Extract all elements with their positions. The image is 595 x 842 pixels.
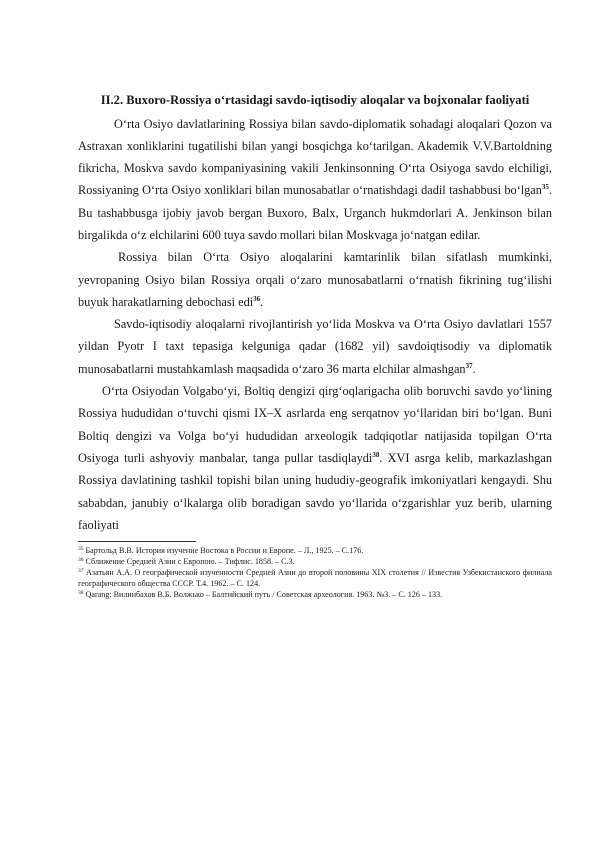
paragraph-1 xyxy=(78,113,552,247)
document-page xyxy=(78,89,552,600)
footnote-35 xyxy=(78,545,552,556)
footnote-37 xyxy=(78,567,552,589)
paragraph-4-text: O‘rta Osiyodan Volgabo‘yi, Boltiq dengizi qirg‘oqlarigacha olib boruvchi savdo yo‘lining Rossiya hududidan o‘tuvchi qismi IX–X asrlarda eng serqatnov yo‘llaridan biri bo‘lgan. Buni Boltiq dengizi va Volga bo‘yi hududidan arxeologik tadqiqotlar natijasida topilgan O‘rta Osiyoga turli ashyoviy manbalar, tanga pullar tasdiqlaydi xyxy=(78,384,552,465)
footnote-36-number: 36 xyxy=(78,557,84,564)
footnote-separator xyxy=(78,541,196,542)
footnote-ref-35[interactable]: 35 xyxy=(541,183,549,192)
footnote-37-number: 37 xyxy=(78,568,84,575)
paragraph-3-tail: . xyxy=(472,361,476,376)
paragraph-3-text: Savdo-iqtisodiy aloqalarni rivojlantirish yo‘lida Moskva va O‘rta Osiyo davlatlari 1557 yildan Pyotr I taxt tepasiga kelguniga qadar (1682 yil) savdoiqtisodiy va diplomatik munosabatlarni mustahkamlash maqsadida o‘zaro 36 marta elchilar almashgan xyxy=(78,317,552,376)
paragraph-2-text: Rossiya bilan O‘rta Osiyo aloqalarini kamtarinlik bilan sifatlash mumkinki, yevropaning Osiyo bilan Rossiya orqali o‘zaro munosabatlarni o‘rnatish fikrining tug‘ilishi buyuk harakatlarning debochasi edi xyxy=(78,250,552,309)
footnote-ref-37[interactable]: 37 xyxy=(465,361,473,370)
paragraph-2 xyxy=(78,246,552,313)
footnote-38-number: 38 xyxy=(78,590,84,597)
footnote-ref-36[interactable]: 36 xyxy=(253,294,261,303)
footnote-36-text: Сближение Средней Азии с Европою. – Тифлис. 1858. – С.3. xyxy=(85,557,295,567)
footnote-36 xyxy=(78,556,552,567)
footnote-35-number: 35 xyxy=(78,546,84,553)
paragraph-4-tail: . XVI asrga kelib, markazlashgan Rossiya davlatining tashkil topishi bilan uning hududiy-geografik imkoniyatlari kengaydi. Shu sababdan, janubiy o‘lkalarga olib boradigan savdo yo‘llarida o‘zgarishlar yuz berib, ularning faoliyati xyxy=(78,450,552,532)
footnote-35-text: Бартольд В.В. История изучение Востока в России и Европе. – Л., 1925. – С.176. xyxy=(85,546,364,556)
section-heading: II.2. Buxoro-Rossiya o‘rtasidagi savdo-iqtisodiy aloqalar va bojxonalar faoliyati xyxy=(100,93,530,107)
paragraph-1-text: O‘rta Osiyo davlatlarining Rossiya bilan savdo-diplomatik sohadagi aloqalari Qozon va Astraxan xonliklarini tugatilishi bilan yangi bosqichga ko‘tarilgan. Akademik V.V.Bartoldning fikricha, Moskva savdo kompaniyasining vakili Jenkinsonning O‘rta Osiyoga savdo elchiligi, Rossiyaning O‘rta Osiyo xonliklari bilan munosabatlar o‘rnatishdagi dadil tashabbusi bo‘lgan xyxy=(78,116,552,198)
footnote-37-text: Азатьян А.А. О географической изученности Средней Азии до второй половины XIX столетия // Известия Узбекистанского филиала географического общества СССР. Т.4. 1962. – С. 124. xyxy=(78,568,552,589)
paragraph-1-tail: . Bu tashabbusga ijobiy javob bergan Buxoro, Balx, Urganch hukmdorlari A. Jenkinson bilan birgalikda o‘z elchilarini 600 tuya savdo mollari bilan Moskvaga jo‘natgan edilar. xyxy=(78,183,552,242)
paragraph-4 xyxy=(78,380,552,536)
footnote-ref-38[interactable]: 38 xyxy=(372,450,380,459)
footnote-38-text: Qarang: Вилинбахов В.Б. Волжько – Балтийский путь / Советская археология. 1963. №3. – С. 126 – 133. xyxy=(85,590,443,600)
paragraph-2-tail: . xyxy=(260,294,264,309)
paragraph-3 xyxy=(78,313,552,380)
footnote-38 xyxy=(78,589,552,600)
